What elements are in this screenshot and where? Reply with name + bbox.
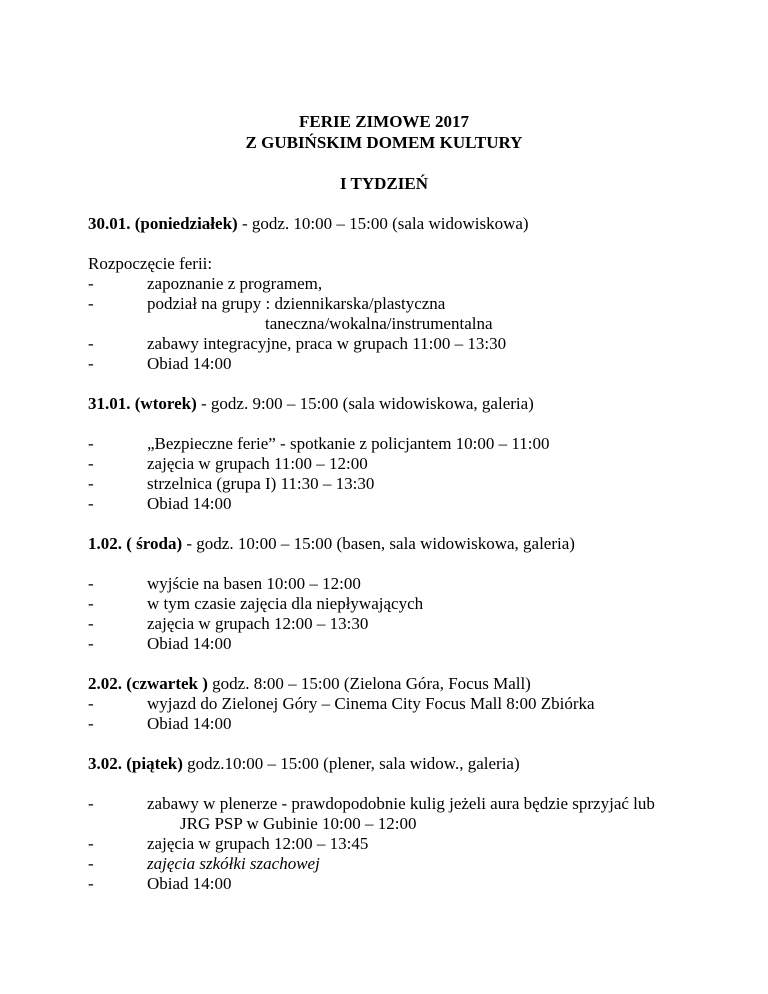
bullet: - (88, 634, 94, 653)
bullet: - (88, 354, 94, 373)
bullet: - (88, 694, 94, 713)
day2-item: „Bezpieczne ferie” - spotkanie z policjantem 10:00 – 11:00 (147, 434, 550, 453)
bullet: - (88, 834, 94, 853)
day3-info: - godz. 10:00 – 15:00 (basen, sala widowiskowa, galeria) (182, 534, 575, 553)
day5-date: 3.02. (piątek) (88, 754, 183, 773)
day5-item: zajęcia w grupach 12:00 – 13:45 (147, 834, 369, 853)
day2-date: 31.01. (wtorek) (88, 394, 197, 413)
day2-heading (88, 394, 534, 414)
day5-item: JRG PSP w Gubinie 10:00 – 12:00 (180, 814, 417, 833)
day3-item: Obiad 14:00 (147, 634, 232, 653)
day4-date: 2.02. (czwartek ) (88, 674, 208, 693)
bullet: - (88, 574, 94, 593)
bullet: - (88, 854, 94, 873)
week-heading: I TYDZIEŃ (339, 174, 429, 193)
day3-item: wyjście na basen 10:00 – 12:00 (147, 574, 361, 593)
day1-item: podział na grupy : dziennikarska/plastyczna (147, 294, 446, 313)
day2-item: zajęcia w grupach 11:00 – 12:00 (147, 454, 368, 473)
bullet: - (88, 794, 94, 813)
day4-item: wyjazd do Zielonej Góry – Cinema City Focus Mall 8:00 Zbiórka (147, 694, 595, 713)
day1-intro: Rozpoczęcie ferii: (88, 254, 213, 273)
day2-item: Obiad 14:00 (147, 494, 232, 513)
bullet: - (88, 294, 94, 313)
day5-item: zabawy w plenerze - prawdopodobnie kulig jeżeli aura będzie sprzyjać lub (147, 794, 655, 813)
day3-heading (88, 534, 575, 554)
bullet: - (88, 494, 94, 513)
day5-item: Obiad 14:00 (147, 874, 232, 893)
title-line-2: Z GUBIŃSKIM DOMEM KULTURY (245, 133, 523, 152)
day1-info: - godz. 10:00 – 15:00 (sala widowiskowa) (237, 214, 529, 233)
bullet: - (88, 334, 94, 353)
bullet: - (88, 434, 94, 453)
day1-item: Obiad 14:00 (147, 354, 232, 373)
title-line-1: FERIE ZIMOWE 2017 (298, 112, 470, 131)
bullet: - (88, 274, 94, 293)
bullet: - (88, 874, 94, 893)
day4-info: godz. 8:00 – 15:00 (Zielona Góra, Focus Mall) (207, 674, 531, 693)
day1-date: 30.01. (poniedziałek) (88, 214, 238, 233)
day5-heading (88, 754, 520, 774)
day5-item-italic: zajęcia szkółki szachowej (147, 854, 320, 873)
bullet: - (88, 474, 94, 493)
day5-info: godz.10:00 – 15:00 (plener, sala widow., galeria) (182, 754, 520, 773)
day1-item: zabawy integracyjne, praca w grupach 11:00 – 13:30 (147, 334, 507, 353)
bullet: - (88, 614, 94, 633)
day2-info: - godz. 9:00 – 15:00 (sala widowiskowa, galeria) (196, 394, 534, 413)
day3-date: 1.02. ( środa) (88, 534, 183, 553)
bullet: - (88, 714, 94, 733)
day1-item: taneczna/wokalna/instrumentalna (265, 314, 493, 333)
bullet: - (88, 454, 94, 473)
day1-heading (88, 214, 529, 234)
bullet: - (88, 594, 94, 613)
day4-heading (88, 674, 531, 694)
day1-item: zapoznanie z programem, (147, 274, 323, 293)
day4-item: Obiad 14:00 (147, 714, 232, 733)
day2-item: strzelnica (grupa I) 11:30 – 13:30 (147, 474, 375, 493)
day3-item: w tym czasie zajęcia dla niepływających (147, 594, 424, 613)
day3-item: zajęcia w grupach 12:00 – 13:30 (147, 614, 369, 633)
day5-item (147, 854, 320, 874)
